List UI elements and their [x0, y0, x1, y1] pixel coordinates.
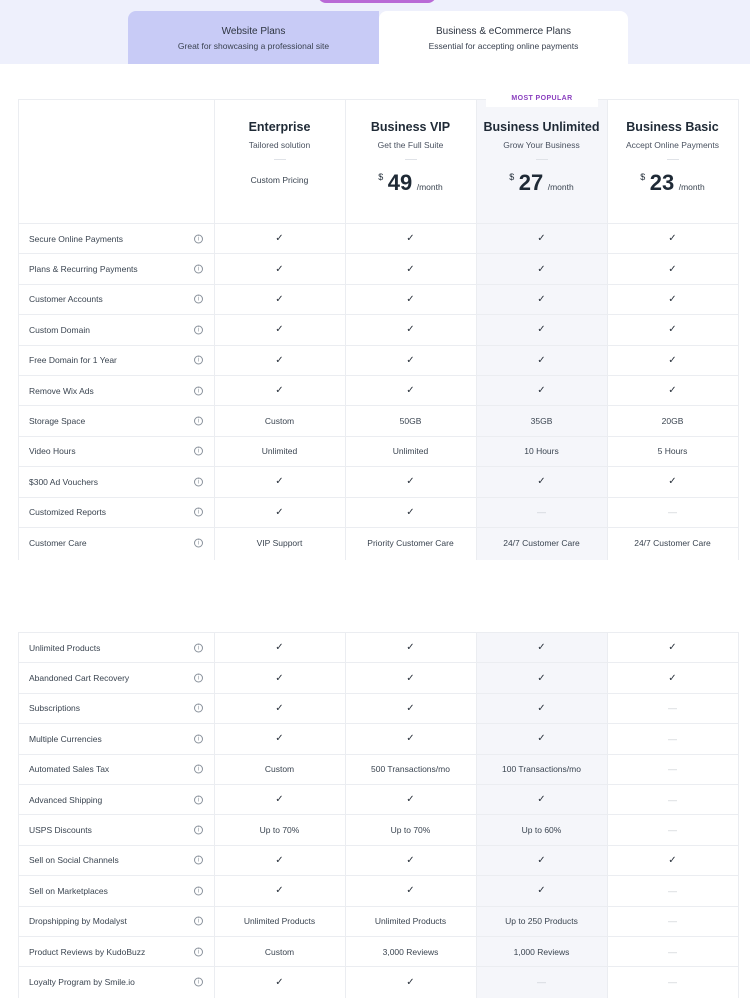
plan-price [345, 170, 476, 196]
feature-row-custom-domain [18, 314, 739, 344]
checkmark-icon: ✓ [537, 476, 546, 488]
feature-row-loyalty-program-by-smile-io [18, 966, 739, 996]
feature-label-text: Unlimited Products [29, 642, 101, 653]
feature-row-advanced-shipping [18, 784, 739, 814]
feature-label [18, 694, 214, 723]
feature-value: 10 Hours [524, 446, 559, 457]
info-icon[interactable]: i [194, 947, 203, 956]
price-currency: $ [509, 172, 515, 182]
checkmark-icon: ✓ [275, 702, 284, 714]
checkmark-icon: ✓ [406, 672, 415, 684]
info-icon[interactable]: i [194, 795, 203, 804]
checkmark-icon: ✓ [406, 506, 415, 518]
feature-label [18, 785, 214, 814]
feature-value: 3,000 Reviews [382, 946, 439, 957]
tab-business-subtitle: Essential for accepting online payments [428, 41, 579, 51]
plan-tagline: Get the Full Suite [377, 140, 444, 150]
price-amount: 23 [649, 170, 675, 195]
feature-value: 1,000 Reviews [513, 946, 570, 957]
feature-row-plans-recurring-payments [18, 253, 739, 283]
feature-label [18, 907, 214, 936]
feature-row-dropshipping-by-modalyst [18, 906, 739, 936]
info-icon[interactable]: i [194, 734, 203, 743]
checkmark-icon: ✓ [275, 263, 284, 275]
feature-label [18, 346, 214, 375]
feature-label [18, 633, 214, 662]
feature-row-customized-reports [18, 497, 739, 527]
info-icon[interactable]: i [194, 856, 203, 865]
feature-value: Unlimited Products [243, 916, 316, 927]
info-icon[interactable]: i [194, 234, 203, 243]
most-popular-badge: MOST POPULAR [486, 91, 598, 107]
price-currency: $ [640, 172, 646, 182]
not-included-dash: — [668, 507, 677, 518]
feature-label-text: Free Domain for 1 Year [29, 355, 117, 366]
feature-label-text: Subscriptions [29, 703, 81, 714]
feature-value: Up to 60% [521, 825, 562, 836]
price-amount: 27 [518, 170, 544, 195]
checkmark-icon: ✓ [406, 702, 415, 714]
not-included-dash: — [668, 977, 677, 988]
feature-label-text: Customized Reports [29, 507, 107, 518]
feature-value: 500 Transactions/mo [371, 764, 450, 775]
tab-website-plans[interactable] [128, 11, 379, 64]
feature-label [18, 376, 214, 405]
checkmark-icon: ✓ [537, 854, 546, 866]
not-included-dash: — [668, 703, 677, 714]
info-icon[interactable]: i [194, 538, 203, 547]
feature-label-text: Product Reviews by KudoBuzz [29, 946, 146, 957]
not-included-dash: — [668, 885, 677, 896]
feature-label-text: Custom Domain [29, 324, 90, 335]
price-amount: 49 [387, 170, 413, 195]
feature-value: Custom [264, 946, 295, 957]
checkmark-icon: ✓ [275, 733, 284, 745]
feature-label [18, 937, 214, 966]
feature-label [18, 224, 214, 253]
feature-value: Custom [264, 764, 295, 775]
price-currency: $ [378, 172, 384, 182]
ecommerce-features-table [18, 632, 739, 998]
header-divider [667, 159, 679, 160]
feature-value: 35GB [530, 416, 553, 427]
tab-business-plans[interactable] [379, 11, 628, 64]
checkmark-icon: ✓ [275, 354, 284, 366]
checkmark-icon: ✓ [275, 233, 284, 245]
header-divider [274, 159, 286, 160]
checkmark-icon: ✓ [406, 794, 415, 806]
feature-row-customer-care [18, 527, 739, 557]
checkmark-icon: ✓ [537, 794, 546, 806]
info-icon[interactable]: i [194, 978, 203, 987]
feature-label [18, 846, 214, 875]
checkmark-icon: ✓ [406, 885, 415, 897]
plan-tagline: Tailored solution [248, 140, 311, 150]
feature-label [18, 285, 214, 314]
feature-row-video-hours [18, 436, 739, 466]
feature-value: 100 Transactions/mo [502, 764, 581, 775]
checkmark-icon: ✓ [537, 885, 546, 897]
info-icon[interactable]: i [194, 265, 203, 274]
tab-business-title: Business & eCommerce Plans [435, 26, 572, 37]
price-period: /month [416, 182, 443, 192]
feature-value: Up to 70% [390, 825, 431, 836]
feature-row-storage-space [18, 405, 739, 435]
checkmark-icon: ✓ [275, 476, 284, 488]
feature-label-text: Customer Accounts [29, 294, 103, 305]
checkmark-icon: ✓ [406, 976, 415, 988]
feature-label-text: Dropshipping by Modalyst [29, 916, 127, 927]
checkmark-icon: ✓ [537, 233, 546, 245]
feature-row-multiple-currencies [18, 723, 739, 753]
price-period: /month [547, 182, 574, 192]
info-icon[interactable]: i [194, 917, 203, 926]
checkmark-icon: ✓ [406, 733, 415, 745]
info-icon[interactable]: i [194, 674, 203, 683]
feature-label-text: Customer Care [29, 537, 87, 548]
info-icon[interactable]: i [194, 704, 203, 713]
plan-tagline: Accept Online Payments [625, 140, 720, 150]
feature-label [18, 498, 214, 527]
feature-label [18, 315, 214, 344]
feature-label [18, 406, 214, 435]
checkmark-icon: ✓ [537, 324, 546, 336]
header-divider [405, 159, 417, 160]
feature-label [18, 815, 214, 844]
checkmark-icon: ✓ [668, 476, 677, 488]
checkmark-icon: ✓ [275, 293, 284, 305]
not-included-dash: — [668, 764, 677, 775]
checkmark-icon: ✓ [275, 794, 284, 806]
checkmark-icon: ✓ [275, 324, 284, 336]
info-icon[interactable]: i [194, 295, 203, 304]
plan-header-business-vip [345, 99, 476, 223]
plans-comparison-table [18, 99, 739, 560]
info-icon[interactable]: i [194, 417, 203, 426]
checkmark-icon: ✓ [406, 354, 415, 366]
feature-label [18, 876, 214, 905]
plan-header-business-basic [607, 99, 738, 223]
feature-row-remove-wix-ads [18, 375, 739, 405]
feature-label [18, 254, 214, 283]
plan-name: Enterprise [248, 120, 311, 134]
feature-label [18, 755, 214, 784]
checkmark-icon: ✓ [406, 476, 415, 488]
checkmark-icon: ✓ [406, 385, 415, 397]
checkmark-icon: ✓ [668, 385, 677, 397]
plan-header-business-unlimited [476, 99, 607, 223]
feature-label-text: Remove Wix Ads [29, 385, 94, 396]
checkmark-icon: ✓ [275, 976, 284, 988]
not-included-dash: — [537, 977, 546, 988]
feature-label-text: Video Hours [29, 446, 76, 457]
checkmark-icon: ✓ [537, 642, 546, 654]
feature-value: 20GB [661, 416, 684, 427]
checkmark-icon: ✓ [406, 263, 415, 275]
feature-label [18, 528, 214, 557]
header-divider [536, 159, 548, 160]
feature-label-text: Abandoned Cart Recovery [29, 673, 130, 684]
checkmark-icon: ✓ [537, 733, 546, 745]
feature-label-text: Loyalty Program by Smile.io [29, 977, 135, 988]
checkmark-icon: ✓ [406, 642, 415, 654]
checkmark-icon: ✓ [668, 672, 677, 684]
plan-tagline: Grow Your Business [503, 140, 580, 150]
feature-row-unlimited-products [18, 632, 739, 662]
feature-value: Unlimited [261, 446, 298, 457]
feature-row-abandoned-cart-recovery [18, 662, 739, 692]
info-icon[interactable]: i [194, 356, 203, 365]
feature-row-usps-discounts [18, 814, 739, 844]
feature-row-automated-sales-tax [18, 754, 739, 784]
feature-label-text: Advanced Shipping [29, 794, 103, 805]
plan-custom-pricing: Custom Pricing [250, 175, 309, 185]
feature-value: Priority Customer Care [367, 537, 454, 548]
plan-price [476, 170, 607, 196]
feature-row-sell-on-social-channels [18, 845, 739, 875]
info-icon[interactable]: i [194, 765, 203, 774]
checkmark-icon: ✓ [668, 293, 677, 305]
feature-label-text: Sell on Marketplaces [29, 885, 108, 896]
info-icon[interactable]: i [194, 826, 203, 835]
feature-value: Unlimited [392, 446, 429, 457]
feature-value: Up to 70% [259, 825, 300, 836]
feature-label-text: Sell on Social Channels [29, 855, 119, 866]
info-icon[interactable]: i [194, 643, 203, 652]
feature-row-free-domain-for-1-year [18, 345, 739, 375]
feature-label [18, 467, 214, 496]
feature-label-text: Secure Online Payments [29, 233, 124, 244]
checkmark-icon: ✓ [406, 854, 415, 866]
feature-label-text: Plans & Recurring Payments [29, 264, 138, 275]
checkmark-icon: ✓ [668, 354, 677, 366]
plan-name: Business Unlimited [483, 120, 600, 134]
checkmark-icon: ✓ [668, 642, 677, 654]
not-included-dash: — [668, 794, 677, 805]
not-included-dash: — [668, 733, 677, 744]
feature-value: Unlimited Products [374, 916, 447, 927]
checkmark-icon: ✓ [275, 506, 284, 518]
tab-website-subtitle: Great for showcasing a professional site [177, 41, 330, 51]
feature-row-subscriptions [18, 693, 739, 723]
checkmark-icon: ✓ [537, 672, 546, 684]
feature-row-product-reviews-by-kudobuzz [18, 936, 739, 966]
not-included-dash: — [537, 507, 546, 518]
feature-label-text: Multiple Currencies [29, 733, 102, 744]
not-included-dash: — [668, 825, 677, 836]
checkmark-icon: ✓ [668, 263, 677, 275]
plan-name: Business VIP [370, 120, 451, 134]
checkmark-icon: ✓ [537, 385, 546, 397]
feature-label [18, 437, 214, 466]
info-icon[interactable]: i [194, 386, 203, 395]
feature-row-secure-online-payments [18, 223, 739, 253]
checkmark-icon: ✓ [406, 324, 415, 336]
feature-value: Up to 250 Products [505, 916, 578, 927]
checkmark-icon: ✓ [537, 293, 546, 305]
feature-value: VIP Support [256, 537, 303, 548]
feature-label [18, 967, 214, 996]
feature-value: Custom [264, 416, 295, 427]
checkmark-icon: ✓ [537, 354, 546, 366]
checkmark-icon: ✓ [668, 233, 677, 245]
feature-label-text: $300 Ad Vouchers [29, 476, 99, 487]
plan-header-enterprise [214, 99, 345, 223]
not-included-dash: — [668, 916, 677, 927]
feature-label [18, 724, 214, 753]
feature-row-sell-on-marketplaces [18, 875, 739, 905]
info-icon[interactable]: i [194, 325, 203, 334]
feature-label-text: USPS Discounts [29, 825, 92, 836]
checkmark-icon: ✓ [537, 263, 546, 275]
feature-label-text: Storage Space [29, 416, 86, 427]
not-included-dash: — [668, 946, 677, 957]
checkmark-icon: ✓ [537, 702, 546, 714]
feature-label-text: Automated Sales Tax [29, 764, 110, 775]
info-icon[interactable]: i [194, 447, 203, 456]
checkmark-icon: ✓ [275, 672, 284, 684]
feature-row-customer-accounts [18, 284, 739, 314]
checkmark-icon: ✓ [275, 885, 284, 897]
feature-row-300-ad-vouchers [18, 466, 739, 496]
plan-price [607, 170, 738, 196]
feature-value: 5 Hours [657, 446, 688, 457]
checkmark-icon: ✓ [406, 293, 415, 305]
top-pill-button[interactable] [318, 0, 436, 3]
feature-value: 24/7 Customer Care [634, 537, 711, 548]
feature-value: 24/7 Customer Care [503, 537, 580, 548]
tab-website-title: Website Plans [221, 26, 286, 37]
price-period: /month [678, 182, 705, 192]
checkmark-icon: ✓ [275, 642, 284, 654]
checkmark-icon: ✓ [668, 854, 677, 866]
checkmark-icon: ✓ [668, 324, 677, 336]
checkmark-icon: ✓ [275, 385, 284, 397]
info-icon[interactable]: i [194, 508, 203, 517]
feature-label [18, 663, 214, 692]
feature-value: 50GB [399, 416, 422, 427]
info-icon[interactable]: i [194, 886, 203, 895]
checkmark-icon: ✓ [275, 854, 284, 866]
checkmark-icon: ✓ [406, 233, 415, 245]
info-icon[interactable]: i [194, 477, 203, 486]
plan-name: Business Basic [626, 120, 719, 134]
